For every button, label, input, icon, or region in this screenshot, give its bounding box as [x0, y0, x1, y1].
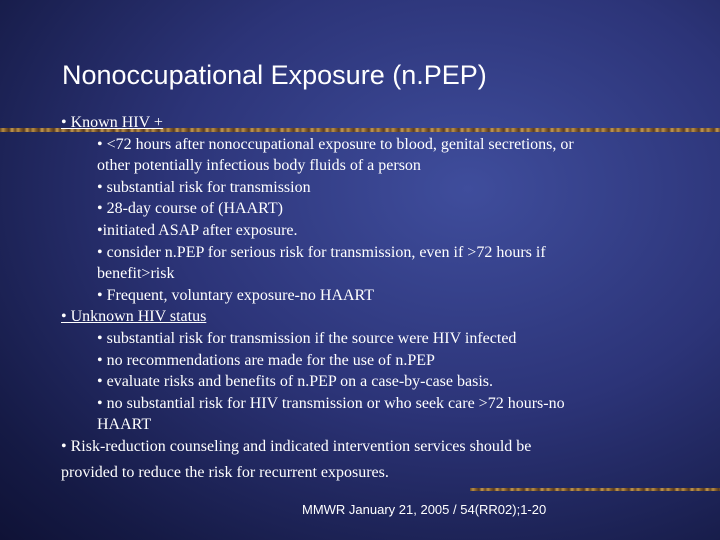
bullet-consider-npep-cont: benefit>risk	[97, 265, 175, 283]
slide-body	[61, 112, 681, 483]
bullet-evaluate-risks: • evaluate risks and benefits of n.PEP on a case-by-case basis.	[97, 373, 493, 391]
bullet-risk-reduction-cont: provided to reduce the risk for recurrent exposures.	[61, 463, 389, 481]
bullet-no-substantial-risk-cont: HAART	[97, 416, 152, 434]
bullet-72-hours-cont: other potentially infectious body fluids of a person	[97, 157, 421, 175]
bullet-frequent-exposure: • Frequent, voluntary exposure-no HAART	[97, 286, 375, 304]
bullet-no-substantial-risk: • no substantial risk for HIV transmission or who seek care >72 hours-no	[97, 394, 565, 412]
bullet-consider-npep: • consider n.PEP for serious risk for transmission, even if >72 hours if	[97, 243, 546, 261]
bullet-72-hours: • <72 hours after nonoccupational exposure to blood, genital secretions, or	[97, 135, 574, 153]
bullet-28-day-course: • 28-day course of (HAART)	[97, 200, 283, 218]
bullet-initiated-asap: •initiated ASAP after exposure.	[97, 221, 298, 239]
bullet-source-hiv-infected: • substantial risk for transmission if the source were HIV infected	[97, 329, 517, 347]
bullet-unknown-hiv: • Unknown HIV status	[61, 308, 207, 326]
bullet-known-hiv: • Known HIV +	[61, 114, 163, 131]
bullet-risk-reduction: • Risk-reduction counseling and indicated intervention services should be	[61, 437, 532, 455]
decorative-rule-bottom	[470, 488, 720, 491]
source-citation: MMWR January 21, 2005 / 54(RR02);1-20	[302, 502, 547, 517]
slide-title: Nonoccupational Exposure (n.PEP)	[62, 60, 487, 90]
bullet-no-recommendations: • no recommendations are made for the use of n.PEP	[97, 351, 435, 369]
bullet-substantial-risk: • substantial risk for transmission	[97, 178, 311, 196]
